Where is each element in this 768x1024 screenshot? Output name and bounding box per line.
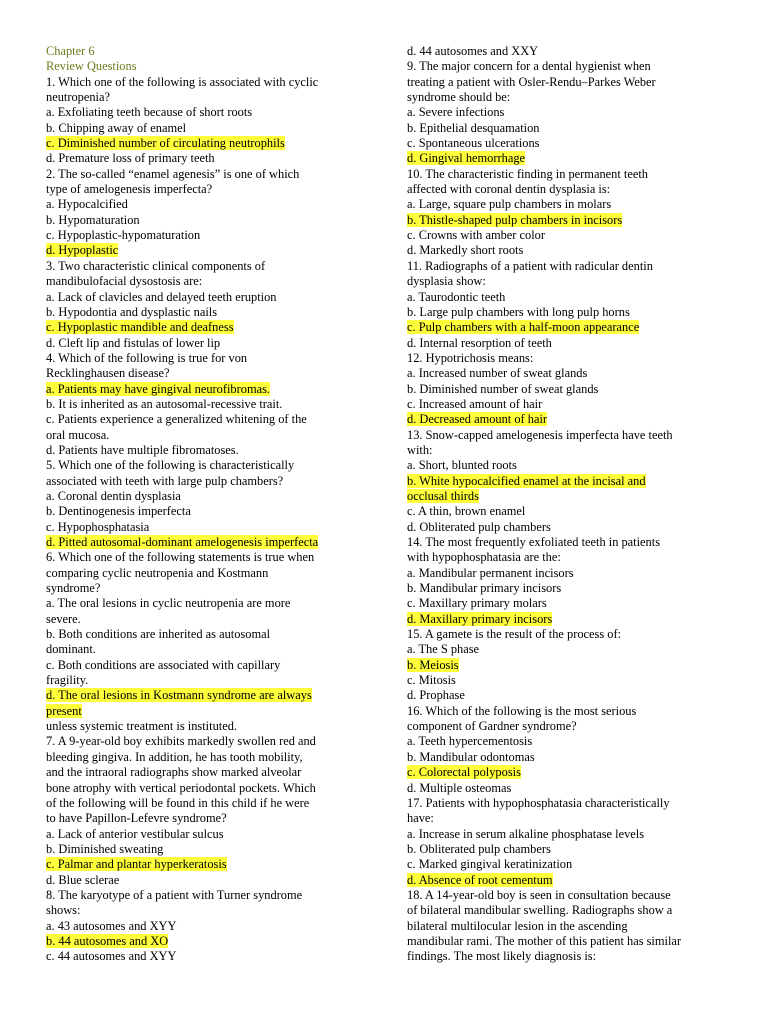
line-text: a. Severe infections [407,105,505,120]
answer-line-highlighted [407,765,727,780]
line-text: d. Hypoplastic [46,243,119,258]
text-line [407,44,727,59]
line-text: b. Both conditions are inherited as autosomal [46,627,271,642]
text-line [407,121,727,136]
line-text: affected with coronal dentin dysplasia is: [407,182,611,197]
line-text: a. Exfoliating teeth because of short roots [46,105,253,120]
line-text: with hypophosphatasia are the: [407,550,561,565]
text-line [46,765,366,780]
line-text: 4. Which of the following is true for von [46,350,248,365]
line-text: a. Hypocalcified [46,197,128,212]
line-text: d. Blue sclerae [46,872,120,887]
line-text: present [46,703,82,718]
text-line [407,90,727,105]
line-text: c. Hypoplastic-hypomaturation [46,228,201,243]
text-line [46,259,366,274]
text-line [46,182,366,197]
text-line [407,59,727,74]
text-line [46,458,366,473]
line-text: c. Maxillary primary molars [407,596,547,611]
line-text: occlusal thirds [407,488,479,503]
line-text: d. Markedly short roots [407,243,524,258]
text-line [407,627,727,642]
line-text: treating a patient with Osler-Rendu–Parkes Weber [407,74,656,89]
line-text: d. Maxillary primary incisors [407,611,553,626]
text-line [407,182,727,197]
line-text: d. Gingival hemorrhage [407,151,526,166]
line-text: c. 44 autosomes and XYY [46,949,177,964]
text-line [407,197,727,212]
answer-line-highlighted [46,704,366,719]
line-text: b. Mandibular odontomas [407,749,535,764]
left-question-list [46,75,366,965]
text-line [407,228,727,243]
text-line [407,704,727,719]
line-text: b. White hypocalcified enamel at the incisal and [407,473,646,488]
text-line [46,105,366,120]
text-line [46,213,366,228]
line-text: a. Increase in serum alkaline phosphatase levels [407,826,645,841]
text-line [46,612,366,627]
line-text: b. Chipping away of enamel [46,120,187,135]
text-line [407,75,727,90]
line-text: b. Meiosis [407,657,459,672]
line-text: syndrome? [46,581,101,596]
line-text: fragility. [46,673,89,688]
text-line [46,197,366,212]
text-line [407,857,727,872]
text-line [46,90,366,105]
line-text: syndrome should be: [407,90,511,105]
line-text: a. The S phase [407,642,480,657]
section-title: Review Questions [46,59,137,74]
text-line [46,566,366,581]
text-line [46,504,366,519]
answer-line-highlighted [407,151,727,166]
text-line [46,290,366,305]
text-line [407,167,727,182]
text-line [407,888,727,903]
line-text: 10. The characteristic finding in permanent teeth [407,166,648,181]
line-text: c. Marked gingival keratinization [407,857,573,872]
line-text: a. Teeth hypercementosis [407,734,533,749]
line-text: Recklinghausen disease? [46,366,170,381]
text-line [407,504,727,519]
line-text: b. Thistle-shaped pulp chambers in incisors [407,212,623,227]
text-line [407,136,727,151]
line-text: and the intraoral radiographs show marked alveolar [46,765,302,780]
text-line [46,336,366,351]
text-line [46,627,366,642]
text-line [407,428,727,443]
line-text: c. Colorectal polyposis [407,765,521,780]
text-line [407,305,727,320]
text-line [407,458,727,473]
answer-line-highlighted [46,688,366,703]
text-line [407,336,727,351]
answer-line-highlighted [407,320,727,335]
text-line [407,105,727,120]
line-text: a. Increased number of sweat glands [407,366,588,381]
line-text: 13. Snow-capped amelogenesis imperfecta have teeth [407,427,673,442]
line-text: d. Internal resorption of teeth [407,335,552,350]
line-text: d. Decreased amount of hair [407,412,548,427]
line-text: a. Lack of anterior vestibular sulcus [46,826,224,841]
answer-line-highlighted [407,658,727,673]
answer-line-highlighted [46,243,366,258]
text-line [46,75,366,90]
line-text: 6. Which one of the following statements is true when [46,550,315,565]
text-line [46,750,366,765]
text-line [46,919,366,934]
line-text: c. Increased amount of hair [407,396,543,411]
text-line [46,642,366,657]
text-line [407,673,727,688]
text-line [46,903,366,918]
answer-line-highlighted [46,382,366,397]
line-text: c. Pulp chambers with a half-moon appearance [407,320,640,335]
text-line [46,121,366,136]
text-line [46,351,366,366]
text-line [407,734,727,749]
text-line [46,274,366,289]
line-text: a. Taurodontic teeth [407,289,506,304]
line-text: unless systemic treatment is instituted. [46,719,237,734]
text-line [407,520,727,535]
line-text: a. Patients may have gingival neurofibromas. [46,381,271,396]
text-line [46,305,366,320]
text-line [407,796,727,811]
line-text: c. Diminished number of circulating neutrophils [46,136,285,151]
line-text: b. It is inherited as an autosomal-recessive trait. [46,396,283,411]
line-text: d. The oral lesions in Kostmann syndrome are always [46,688,312,703]
line-text: bone atrophy with vertical periodontal pockets. Which [46,780,316,795]
line-text: have: [407,811,434,826]
line-text: 16. Which of the following is the most serious [407,703,637,718]
line-text: 8. The karyotype of a patient with Turner syndrome [46,887,303,902]
text-line [46,397,366,412]
line-text: findings. The most likely diagnosis is: [407,949,597,964]
line-text: of the following will be found in this child if he were [46,795,310,810]
left-column [46,44,366,965]
line-text: d. Multiple osteomas [407,780,512,795]
text-line [407,566,727,581]
line-text: type of amelogenesis imperfecta? [46,182,213,197]
line-text: d. Pitted autosomal-dominant amelogenesis imperfecta [46,535,319,549]
line-text: comparing cyclic neutropenia and Kostmann [46,565,269,580]
answer-line-highlighted [46,320,366,335]
text-line [46,673,366,688]
answer-line-highlighted [46,535,366,550]
answer-line-highlighted [407,489,727,504]
line-text: d. Premature loss of primary teeth [46,151,215,166]
line-text: neutropenia? [46,90,110,105]
line-text: 1. Which one of the following is associated with cyclic [46,74,319,89]
text-line [46,719,366,734]
text-line [407,750,727,765]
chapter-title: Chapter 6 [46,44,95,58]
line-text: a. Coronal dentin dysplasia [46,488,181,503]
line-text: associated with teeth with large pulp chambers? [46,473,284,488]
line-text: a. Large, square pulp chambers in molars [407,197,612,212]
line-text: c. Hypoplastic mandible and deafness [46,320,234,335]
text-line [407,382,727,397]
line-text: shows: [46,903,81,918]
text-line [46,873,366,888]
line-text: 3. Two characteristic clinical components of [46,258,266,273]
line-text: mandibular rami. The mother of this patient has similar [407,933,682,948]
text-line [407,243,727,258]
text-line [46,949,366,964]
line-text: 2. The so-called “enamel agenesis” is one of which [46,166,300,181]
line-text: c. Hypophosphatasia [46,519,150,534]
text-line [407,842,727,857]
text-line [407,934,727,949]
text-line [407,719,727,734]
line-text: 18. A 14-year-old boy is seen in consultation because [407,887,671,902]
text-line [407,290,727,305]
text-line [46,550,366,565]
line-text: of bilateral mandibular swelling. Radiographs show a [407,903,673,918]
text-line [46,489,366,504]
text-line [407,811,727,826]
answer-line-highlighted [46,136,366,151]
text-line [46,474,366,489]
text-line [407,550,727,565]
line-text: b. Obliterated pulp chambers [407,841,551,856]
line-text: b. Diminished sweating [46,841,164,856]
answer-line-highlighted [46,857,366,872]
line-text: c. Palmar and plantar hyperkeratosis [46,857,227,872]
answer-line-highlighted [407,873,727,888]
line-text: b. Hypomaturation [46,212,140,227]
line-text: a. 43 autosomes and XYY [46,918,177,933]
line-text: oral mucosa. [46,427,110,442]
text-line [407,642,727,657]
text-line [407,827,727,842]
line-text: b. Dentinogenesis imperfecta [46,504,191,519]
line-text: b. Diminished number of sweat glands [407,381,599,396]
line-text: 5. Which one of the following is characteristically [46,458,295,473]
line-text: c. Mitosis [407,673,456,688]
text-line [46,596,366,611]
right-column [407,44,727,965]
line-text: d. Patients have multiple fibromatoses. [46,442,239,457]
text-line [46,734,366,749]
line-text: a. The oral lesions in cyclic neutropenia are more [46,596,291,611]
line-text: c. Patients experience a generalized whitening of the [46,412,307,427]
line-text: 15. A gamete is the result of the process of: [407,627,622,642]
answer-line-highlighted [407,412,727,427]
text-line [407,781,727,796]
line-text: dysplasia show: [407,274,486,289]
answer-line-highlighted [407,474,727,489]
text-line [46,827,366,842]
line-text: mandibulofacial dysostosis are: [46,274,203,289]
text-line [46,167,366,182]
line-text: bilateral multilocular lesion in the ascending [407,918,628,933]
line-text: c. Both conditions are associated with capillary [46,657,281,672]
line-text: c. A thin, brown enamel [407,504,526,519]
line-text: b. Mandibular primary incisors [407,581,562,596]
line-text: 14. The most frequently exfoliated teeth in patients [407,535,661,549]
text-line [46,428,366,443]
text-line [46,520,366,535]
line-text: bleeding gingiva. In addition, he has tooth mobility, [46,749,303,764]
text-line [46,366,366,381]
line-text: 7. A 9-year-old boy exhibits markedly swollen red and [46,734,316,749]
text-line [407,351,727,366]
line-text: b. Hypodontia and dysplastic nails [46,304,218,319]
text-line [46,796,366,811]
text-line [407,688,727,703]
text-line [407,596,727,611]
line-text: 11. Radiographs of a patient with radicular dentin [407,258,653,273]
text-line [407,443,727,458]
text-line [407,535,727,550]
text-line [407,366,727,381]
answer-line-highlighted [407,612,727,627]
line-text: c. Spontaneous ulcerations [407,136,540,151]
line-text: b. Large pulp chambers with long pulp horns [407,304,630,319]
right-question-list [407,44,727,965]
text-line [407,919,727,934]
text-line [46,581,366,596]
text-line [46,443,366,458]
line-text: b. 44 autosomes and XO [46,933,169,948]
text-line [46,888,366,903]
line-text: a. Lack of clavicles and delayed teeth eruption [46,289,277,304]
text-line [46,811,366,826]
text-line [46,658,366,673]
text-line [407,259,727,274]
line-text: 12. Hypotrichosis means: [407,350,534,365]
line-text: c. Crowns with amber color [407,228,545,243]
text-line [46,228,366,243]
line-text: dominant. [46,642,96,657]
answer-line-highlighted [46,934,366,949]
line-text: d. Absence of root cementum [407,872,553,887]
text-line [407,581,727,596]
line-text: b. Epithelial desquamation [407,120,540,135]
line-text: d. Cleft lip and fistulas of lower lip [46,335,221,350]
line-text: 9. The major concern for a dental hygienist when [407,59,651,74]
line-text: d. Prophase [407,688,465,703]
line-text: to have Papillon-Lefevre syndrome? [46,811,227,826]
text-line [407,397,727,412]
text-line [407,274,727,289]
line-text: severe. [46,611,81,626]
text-line [46,842,366,857]
line-text: d. 44 autosomes and XXY [407,44,539,58]
text-line [46,781,366,796]
line-text: 17. Patients with hypophosphatasia characteristically [407,795,670,810]
line-text: d. Obliterated pulp chambers [407,519,551,534]
line-text: with: [407,442,433,457]
line-text: a. Short, blunted roots [407,458,517,473]
text-line [46,151,366,166]
text-line [407,903,727,918]
line-text: component of Gardner syndrome? [407,719,577,734]
line-text: a. Mandibular permanent incisors [407,565,574,580]
text-line [407,949,727,964]
text-line [46,412,366,427]
answer-line-highlighted [407,213,727,228]
